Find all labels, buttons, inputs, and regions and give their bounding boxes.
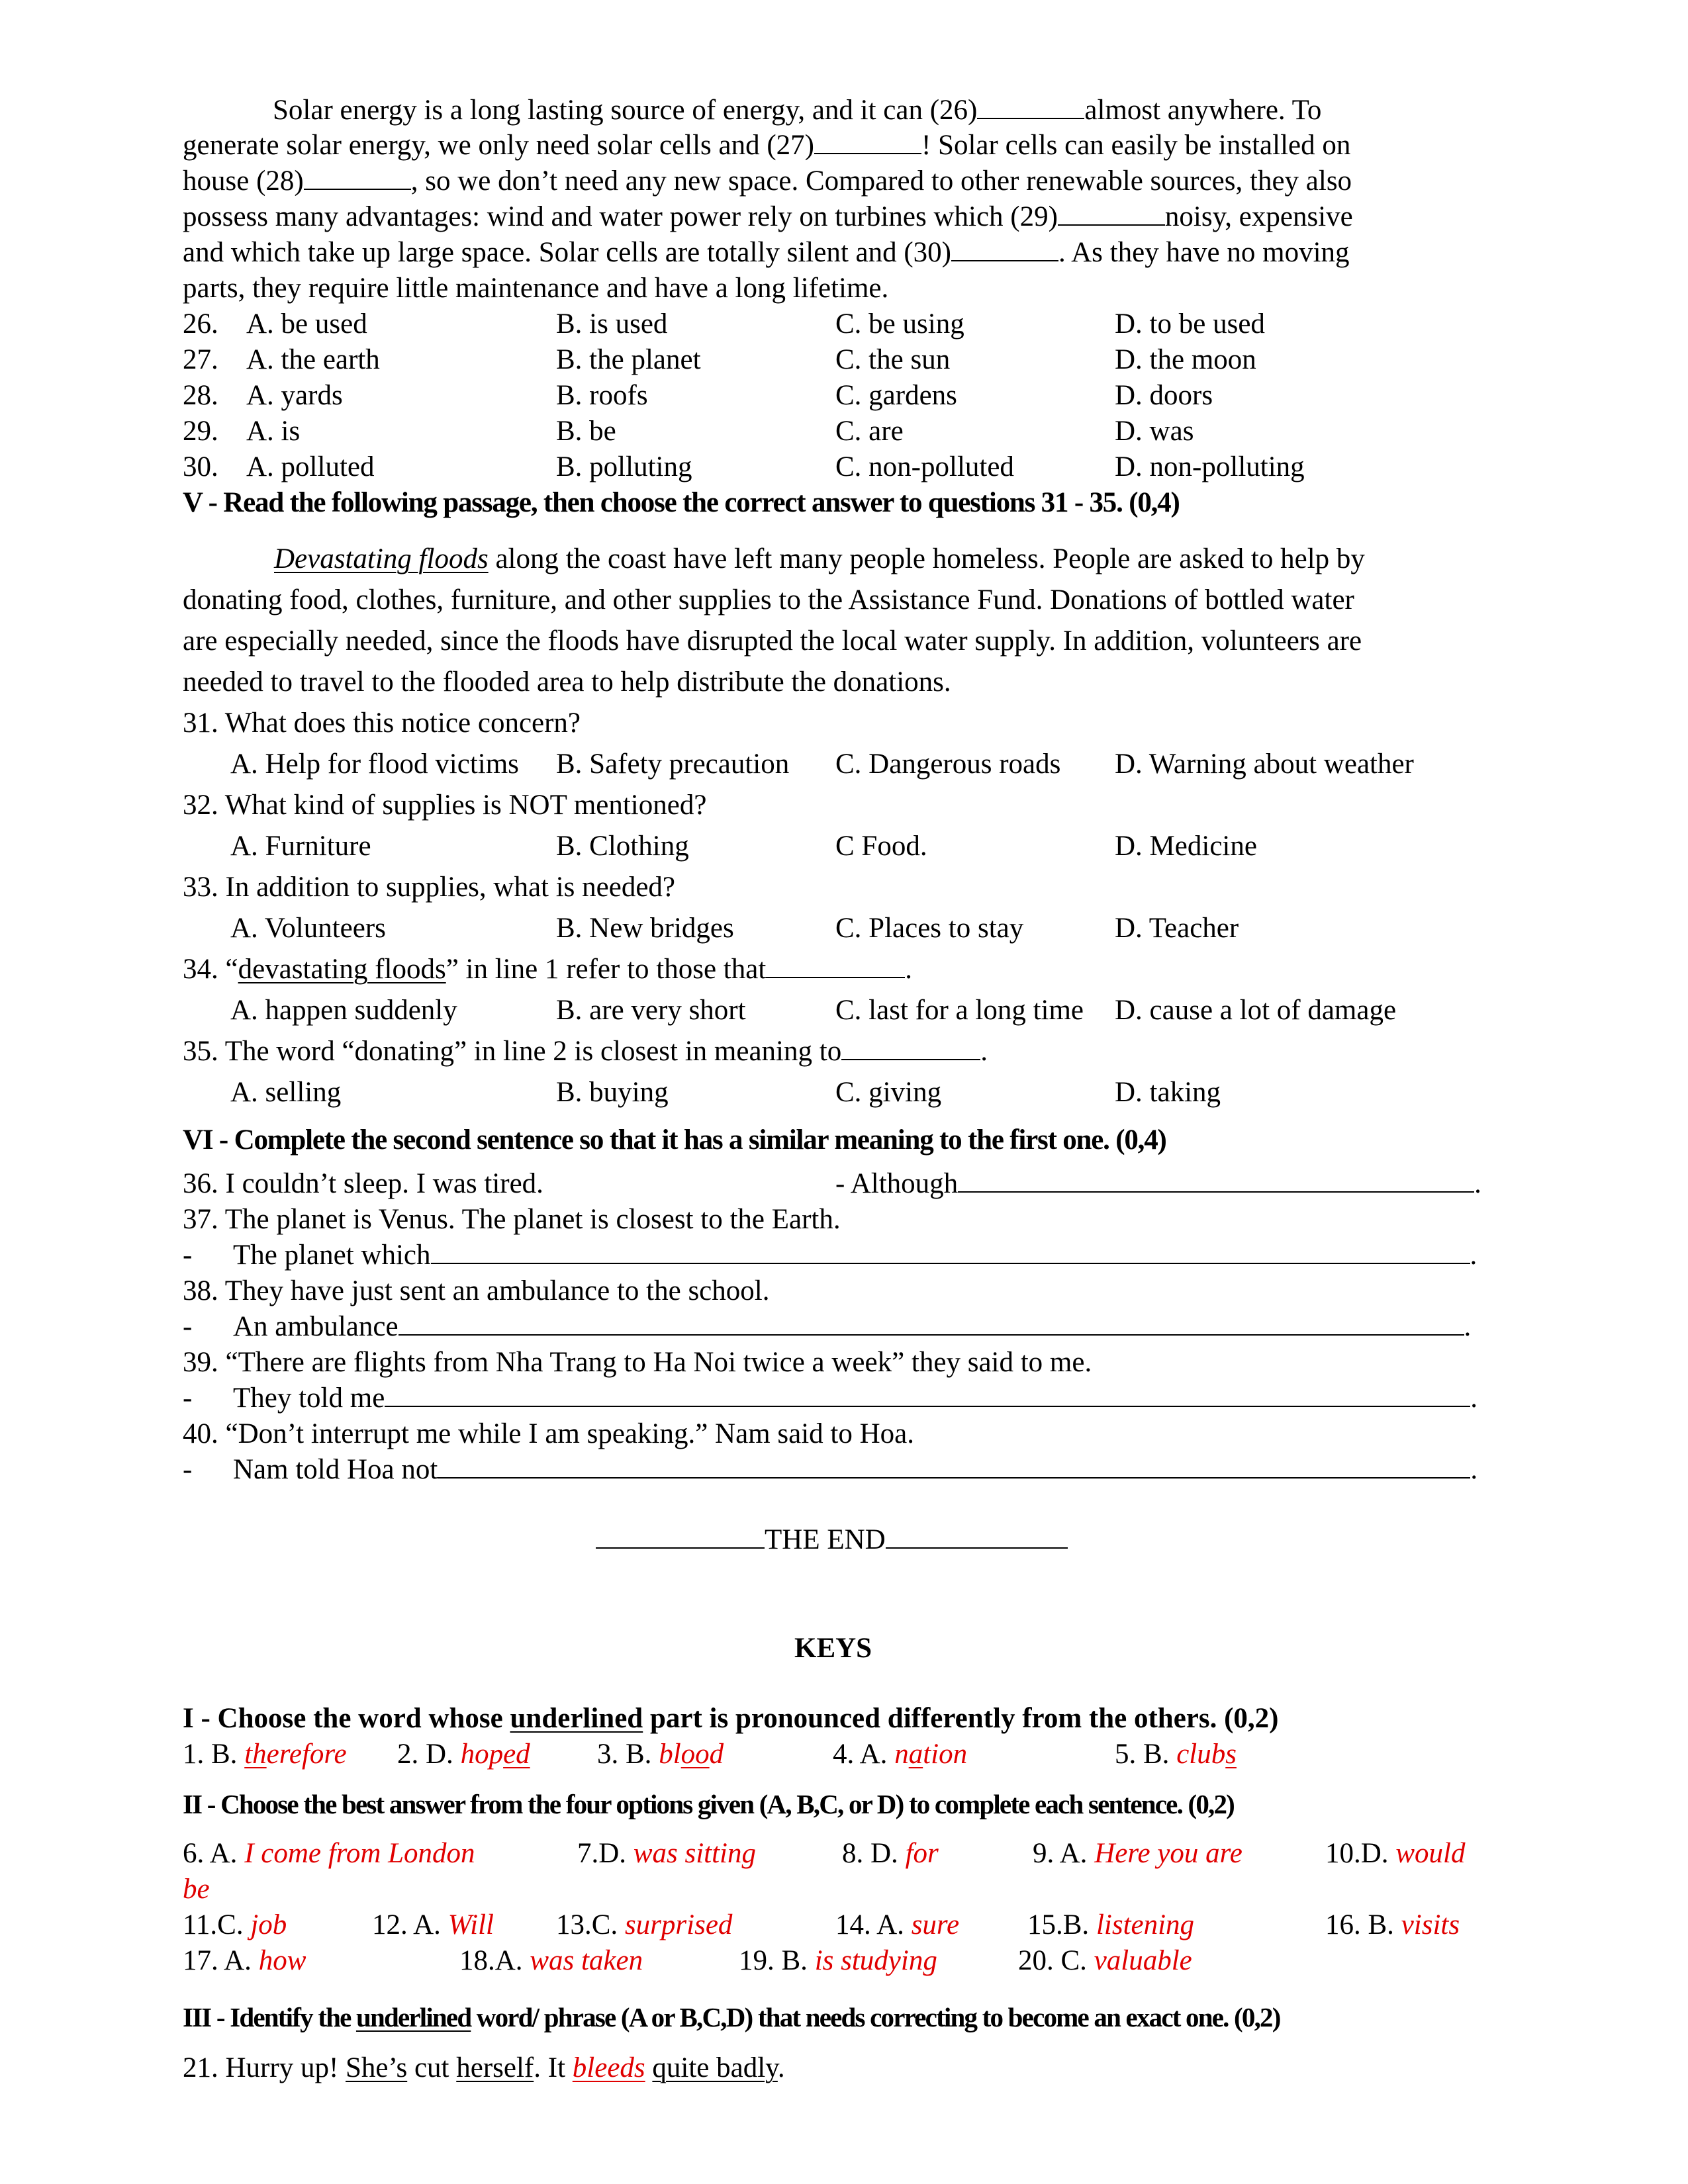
end-rule-right — [886, 1524, 1068, 1549]
the-end: THE END — [596, 1524, 1068, 1556]
question-40: 40. “Don’t interrupt me while I am speaking.” Nam said to Hoa. — [183, 1418, 914, 1449]
option-d[interactable]: D. to be used — [1115, 308, 1265, 340]
answer-39-line: They told me . — [233, 1383, 1478, 1414]
answer-37-dash: - — [183, 1240, 193, 1271]
key-answer-8: 8. D. for — [842, 1838, 939, 1869]
option-c[interactable]: C. are — [835, 416, 904, 447]
key-answer-21-highlight: bleeds — [572, 2052, 645, 2083]
option-c[interactable]: C Food. — [835, 831, 927, 862]
keys-section-2-heading: II - Choose the best answer from the four options given (A, B,C, or D) to complete each sentence. (0,2) — [183, 1789, 1235, 1819]
option-a[interactable]: A. is — [246, 416, 301, 447]
devastating-floods-underlined: Devastating floods — [274, 543, 489, 574]
answer-39-dash: - — [183, 1383, 193, 1414]
option-b[interactable]: B. be — [556, 416, 616, 447]
question-37: 37. The planet is Venus. The planet is closest to the Earth. — [183, 1204, 841, 1235]
key-answer-17: 17. A. how — [183, 1945, 306, 1976]
passage-line-5: and which take up large space. Solar cells are totally silent and (30) . As they have no moving — [183, 237, 1350, 268]
q-number: 30. — [183, 451, 218, 482]
passage-line-4: possess many advantages: wind and water power rely on turbines which (29) noisy, expensive — [183, 201, 1353, 232]
passage-line-6: parts, they require little maintenance and have a long lifetime. — [183, 273, 889, 304]
option-d[interactable]: D. the moon — [1115, 344, 1256, 375]
answer-38-line: An ambulance . — [233, 1311, 1472, 1342]
question-39: 39. “There are flights from Nha Trang to Ha Noi twice a week” they said to me. — [183, 1347, 1092, 1378]
option-c[interactable]: C. last for a long time — [835, 995, 1084, 1026]
q-number: 26. — [183, 308, 218, 340]
option-c[interactable]: C. giving — [835, 1077, 942, 1108]
key-answer-5: 5. B. clubs — [1115, 1739, 1237, 1770]
option-d[interactable]: D. was — [1115, 416, 1194, 447]
option-a[interactable]: A. happen suddenly — [230, 995, 457, 1026]
q-number: 28. — [183, 380, 218, 411]
q-number: 27. — [183, 344, 218, 375]
question-38: 38. They have just sent an ambulance to the school. — [183, 1275, 770, 1306]
answer-39-input[interactable] — [385, 1382, 1470, 1407]
key-answer-9: 9. A. Here you are — [1033, 1838, 1243, 1869]
option-c[interactable]: C. be using — [835, 308, 964, 340]
answer-40-input[interactable] — [438, 1453, 1470, 1479]
option-b[interactable]: B. is used — [556, 308, 668, 340]
option-d[interactable]: D. Teacher — [1115, 913, 1239, 944]
key-answer-7: 7.D. was sitting — [577, 1838, 756, 1869]
option-c[interactable]: C. gardens — [835, 380, 957, 411]
option-d[interactable]: D. Medicine — [1115, 831, 1257, 862]
key-answer-15: 15.B. listening — [1027, 1909, 1195, 1940]
passage-line-2: donating food, clothes, furniture, and other supplies to the Assistance Fund. Donations of bottled water — [183, 584, 1354, 615]
blank-30[interactable] — [951, 236, 1058, 261]
option-a[interactable]: A. yards — [246, 380, 343, 411]
key-answer-18: 18.A. was taken — [459, 1945, 643, 1976]
answer-40-line: Nam told Hoa not . — [233, 1454, 1478, 1485]
key-answer-10-cont: be — [183, 1874, 210, 1905]
key-answer-12: 12. A. Will — [372, 1909, 494, 1940]
option-d[interactable]: D. doors — [1115, 380, 1213, 411]
option-d[interactable]: D. taking — [1115, 1077, 1221, 1108]
key-answer-21: 21. Hurry up! She’s cut herself. It bleeds quite badly. — [183, 2052, 785, 2083]
answer-40-dash: - — [183, 1454, 193, 1485]
passage-line-3: house (28) , so we don’t need any new space. Compared to other renewable sources, they also — [183, 165, 1352, 197]
key-answer-13: 13.C. surprised — [556, 1909, 733, 1940]
passage-line-4: needed to travel to the flooded area to help distribute the donations. — [183, 666, 951, 698]
blank-26[interactable] — [977, 94, 1084, 119]
option-a[interactable]: A. Volunteers — [230, 913, 386, 944]
question-34: 34. “devastating floods” in line 1 refer to those that . — [183, 954, 913, 985]
key-answer-16: 16. B. visits — [1325, 1909, 1460, 1940]
key-answer-3: 3. B. blood — [597, 1739, 724, 1770]
answer-36-input[interactable] — [958, 1167, 1474, 1193]
end-rule-left — [596, 1524, 765, 1549]
question-35: 35. The word “donating” in line 2 is closest in meaning to . — [183, 1036, 988, 1067]
blank-35[interactable] — [841, 1035, 980, 1060]
key-answer-6: 6. A. I come from London — [183, 1838, 475, 1869]
keys-section-3-heading: III - Identify the underlined word/ phrase (A or B,C,D) that needs correcting to become an exact one. (0,2) — [183, 2002, 1280, 2032]
passage-line-1: Solar energy is a long lasting source of energy, and it can (26) almost anywhere. To — [273, 95, 1322, 126]
option-c[interactable]: C. the sun — [835, 344, 951, 375]
option-b[interactable]: B. roofs — [556, 380, 648, 411]
option-b[interactable]: B. buying — [556, 1077, 669, 1108]
q-number: 29. — [183, 416, 218, 447]
option-a[interactable]: A. Furniture — [230, 831, 371, 862]
blank-28[interactable] — [304, 165, 411, 190]
option-a[interactable]: A. be used — [246, 308, 367, 340]
passage-line-2: generate solar energy, we only need solar cells and (27) ! Solar cells can easily be installed on — [183, 130, 1351, 161]
key-answer-4: 4. A. nation — [833, 1739, 968, 1770]
key-answer-1: 1. B. therefore — [183, 1739, 347, 1770]
option-b[interactable]: B. Safety precaution — [556, 749, 790, 780]
option-b[interactable]: B. are very short — [556, 995, 746, 1026]
question-31: 31. What does this notice concern? — [183, 707, 581, 739]
question-36: 36. I couldn’t sleep. I was tired. — [183, 1168, 543, 1199]
blank-29[interactable] — [1058, 201, 1165, 226]
option-d[interactable]: D. cause a lot of damage — [1115, 995, 1397, 1026]
key-answer-20: 20. C. valuable — [1018, 1945, 1192, 1976]
answer-36-line: - Although . — [835, 1168, 1481, 1199]
answer-38-dash: - — [183, 1311, 193, 1342]
keys-section-1-heading: I - Choose the word whose underlined part is pronounced differently from the others. (0,2) — [183, 1703, 1279, 1734]
key-answer-19: 19. B. is studying — [739, 1945, 937, 1976]
answer-37-line: The planet which . — [233, 1240, 1477, 1271]
option-c[interactable]: C. Places to stay — [835, 913, 1024, 944]
section-6-heading: VI - Complete the second sentence so that it has a similar meaning to the first one. (0,4) — [183, 1124, 1166, 1156]
option-b[interactable]: B. New bridges — [556, 913, 734, 944]
passage-line-3: are especially needed, since the floods have disrupted the local water supply. In addition, volunteers are — [183, 625, 1362, 657]
keys-title: KEYS — [794, 1633, 872, 1664]
option-b[interactable]: B. the planet — [556, 344, 701, 375]
option-a[interactable]: A. polluted — [246, 451, 375, 482]
option-a[interactable]: A. selling — [230, 1077, 342, 1108]
key-answer-14: 14. A. sure — [835, 1909, 960, 1940]
blank-27[interactable] — [814, 129, 921, 154]
option-b[interactable]: B. Clothing — [556, 831, 689, 862]
option-c[interactable]: C. non-polluted — [835, 451, 1014, 482]
option-a[interactable]: A. Help for flood victims — [230, 749, 519, 780]
question-33: 33. In addition to supplies, what is needed? — [183, 872, 675, 903]
passage-line-1: Devastating floods along the coast have left many people homeless. People are asked to help by — [274, 543, 1365, 574]
section-5-heading: V - Read the following passage, then choose the correct answer to questions 31 - 35. (0,4) — [183, 487, 1180, 518]
key-answer-10: 10.D. would — [1325, 1838, 1466, 1869]
blank-34[interactable] — [766, 953, 905, 978]
answer-38-input[interactable] — [399, 1310, 1464, 1336]
option-a[interactable]: A. the earth — [246, 344, 380, 375]
question-32: 32. What kind of supplies is NOT mentioned? — [183, 790, 707, 821]
option-d[interactable]: D. Warning about weather — [1115, 749, 1414, 780]
answer-37-input[interactable] — [431, 1239, 1470, 1264]
key-answer-11: 11.C. job — [183, 1909, 287, 1940]
option-b[interactable]: B. polluting — [556, 451, 692, 482]
key-answer-2: 2. D. hoped — [397, 1739, 530, 1770]
option-d[interactable]: D. non-polluting — [1115, 451, 1305, 482]
option-c[interactable]: C. Dangerous roads — [835, 749, 1061, 780]
